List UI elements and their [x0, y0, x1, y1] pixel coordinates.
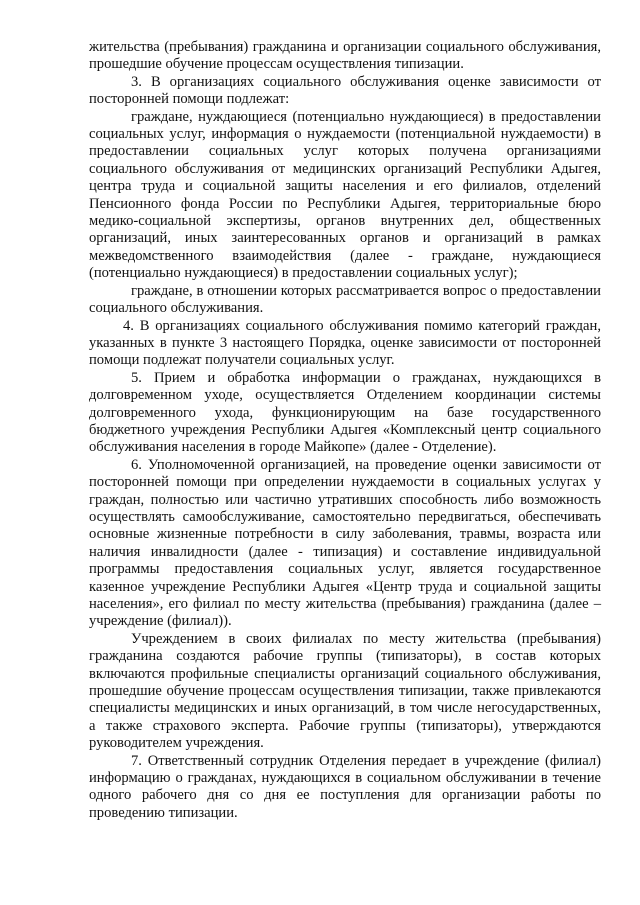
document-page [89, 39, 601, 822]
paragraph-item-3-citizens-in-need: граждане, нуждающиеся (потенциально нуждающиеся) в предоставлении социальных услуг, информация о нуждаемости (потенциальной нуждаемости) в предоставлении социальных услуг которых получена организациями социального обслуживания от медицинских организаций Республики Адыгея, центра труда и социальной защиты населения и его филиалов, отделений Пенсионного фонда России по Республики Адыгея, территориальные бюро медико-социальной экспертизы, органов внутренних дел, общественных организаций, иных заинтересованных органов и организаций в рамках межведомственного взаимодействия (далее - граждане, нуждающиеся (потенциально нуждающиеся) в предоставлении социальных услуг); [89, 108, 601, 282]
paragraph-continuation: жительства (пребывания) гражданина и организации социального обслуживания, прошедшие обучение процессам осуществления типизации. [89, 39, 601, 73]
paragraph-item-7: 7. Ответственный сотрудник Отделения передает в учреждение (филиал) информацию о гражданах, нуждающихся в социальном обслуживании в течение одного рабочего дня со дня ее поступления для организации работы по проведению типизации. [89, 752, 601, 821]
paragraph-item-6-working-groups: Учреждением в своих филиалах по месту жительства (пребывания) гражданина создаются рабочие группы (типизаторы), в состав которых включаются профильные специалисты организаций социального обслуживания, прошедшие обучение процессам осуществления типизации, также привлекаются специалисты медицинских и иных организаций, в том числе негосударственных, а также страхового эксперта. Рабочие группы (типизаторы), утверждаются руководителем учреждения. [89, 630, 601, 752]
paragraph-item-5: 5. Прием и обработка информации о гражданах, нуждающихся в долговременном уходе, осуществляется Отделением координации системы долговременного ухода, функционирующим на базе государственного бюджетного учреждения Республики Адыгея «Комплексный центр социального обслуживания населения в городе Майкопе» (далее - Отделение). [89, 369, 601, 456]
paragraph-item-4: 4. В организациях социального обслуживания помимо категорий граждан, указанных в пункте 3 настоящего Порядка, оценке зависимости от посторонней помощи подлежат получатели социальных услуг. [89, 317, 601, 369]
paragraph-item-3: 3. В организациях социального обслуживания оценке зависимости от посторонней помощи подлежат: [89, 73, 601, 108]
paragraph-item-3-citizens-considered: граждане, в отношении которых рассматривается вопрос о предоставлении социального обслуживания. [89, 282, 601, 317]
paragraph-item-6: 6. Уполномоченной организацией, на проведение оценки зависимости от посторонней помощи при определении нуждаемости в социальных услугах у граждан, полностью или частично утративших способность либо возможность осуществлять самообслуживание, самостоятельно передвигаться, обеспечивать основные жизненные потребности в силу заболевания, травмы, возраста или наличия инвалидности (далее - типизация) и составление индивидуальной программы предоставления социальных услуг, является государственное казенное учреждение Республики Адыгея «Центр труда и социальной защиты населения», его филиал по месту жительства (пребывания) гражданина (далее – учреждение (филиал)). [89, 456, 601, 630]
